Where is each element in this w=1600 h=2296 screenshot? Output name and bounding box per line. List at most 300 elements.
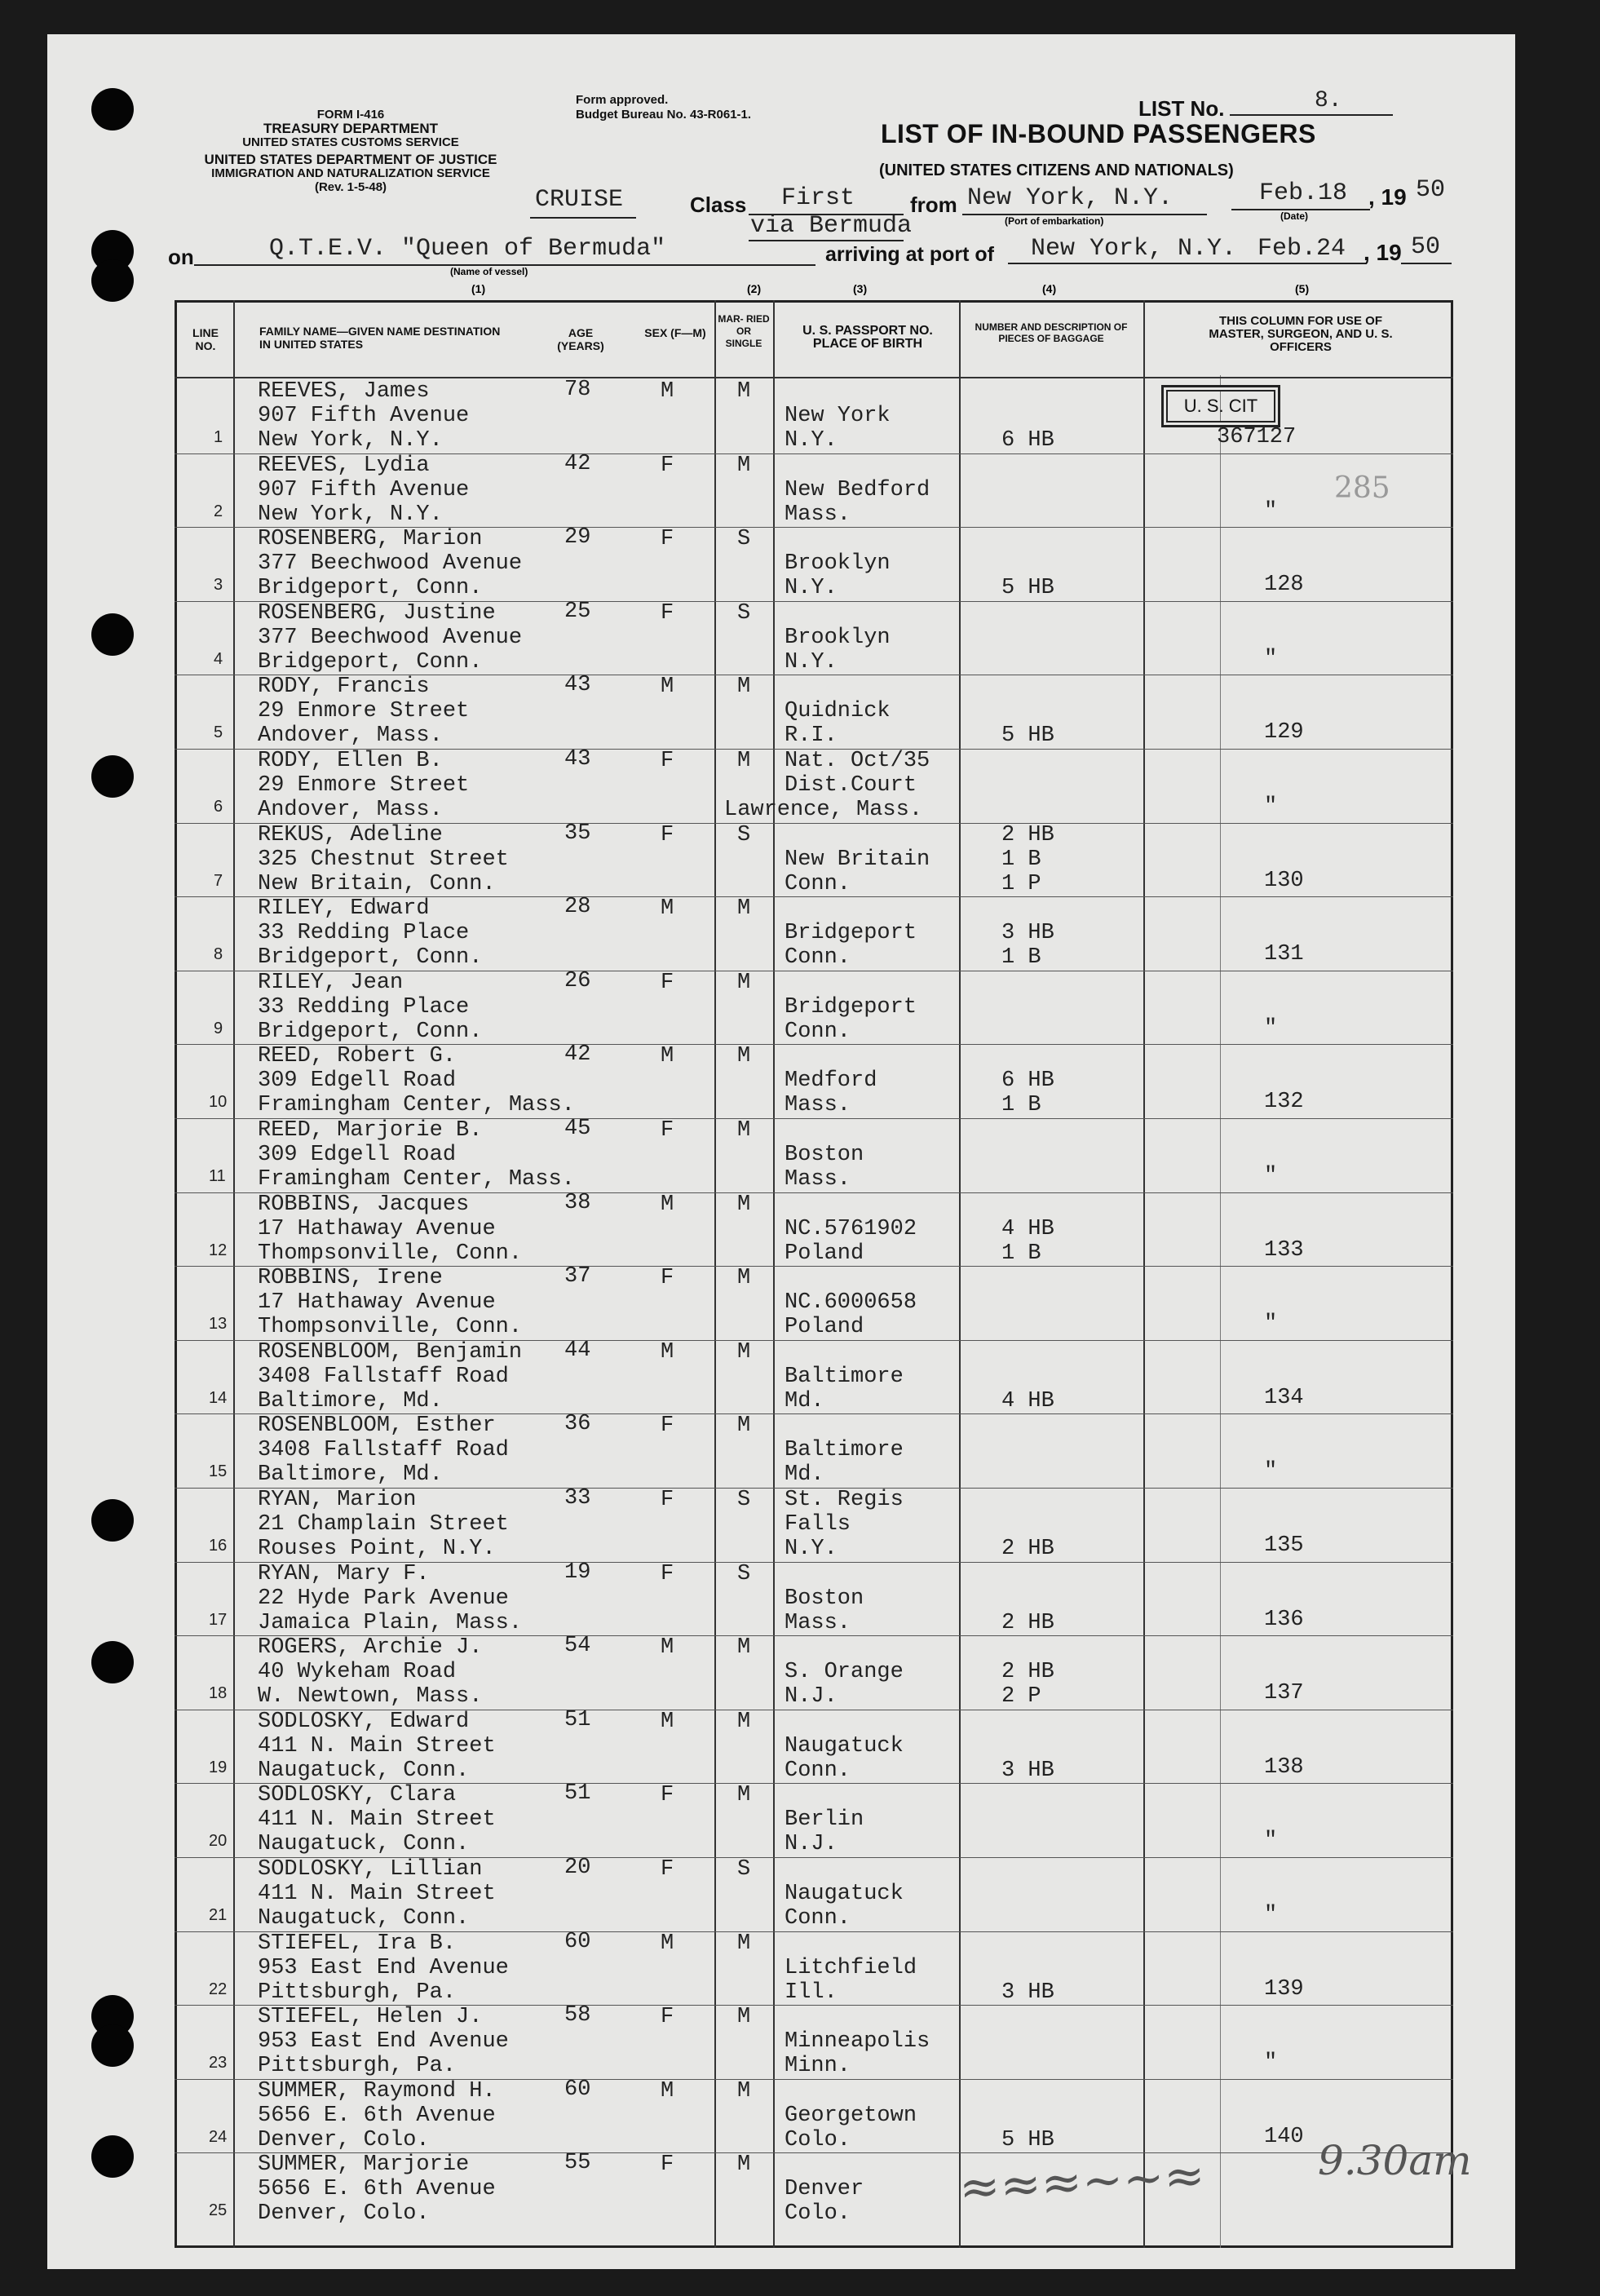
passenger-sex: M: [661, 1710, 674, 1734]
line-number: 12: [209, 1241, 228, 1259]
passenger-sex: M: [661, 1192, 674, 1217]
passenger-age: 42: [564, 452, 591, 476]
passenger-sex: M: [661, 1340, 674, 1365]
baggage-item: 1 B: [1001, 945, 1041, 970]
passenger-name: ROBBINS, Jacques: [258, 1192, 470, 1217]
line-number: 3: [214, 576, 223, 594]
birthplace-state: Md.: [785, 1389, 824, 1413]
birthplace-state: Mass.: [785, 1611, 851, 1635]
destination-street: 377 Beechwood Avenue: [258, 626, 523, 650]
destination-street: 325 Chestnut Street: [258, 847, 509, 872]
passenger-name: REED, Marjorie B.: [258, 1118, 483, 1143]
line-number: 5: [214, 723, 223, 741]
ins-service: IMMIGRATION AND NATURALIZATION SERVICE: [211, 166, 490, 180]
inspector-signature: ≈≈≈∼∼≈: [957, 2147, 1207, 2217]
passport-or-birthplace: Bridgeport: [785, 995, 917, 1020]
passenger-name: ROGERS, Archie J.: [258, 1635, 483, 1660]
passenger-name: STIEFEL, Helen J.: [258, 2005, 483, 2029]
passenger-name: REKUS, Adeline: [258, 823, 443, 847]
marital-status: M: [737, 1635, 751, 1660]
marital-status: S: [737, 601, 751, 626]
passenger-age: 33: [564, 1486, 591, 1511]
baggage-item: 6 HB: [1001, 428, 1054, 453]
birthplace-state: N.Y.: [785, 650, 838, 675]
destination-city: Andover, Mass.: [258, 798, 443, 822]
passport-or-birthplace: Boston: [785, 1586, 864, 1611]
officer-entry: 139: [1264, 1977, 1304, 2002]
pencil-number: 285: [1334, 471, 1390, 505]
line-number: 23: [209, 2054, 228, 2072]
col-header-officers: THIS COLUMN FOR USE OF MASTER, SURGEON, AND U. S. OFFICERS: [1209, 314, 1393, 354]
baggage-item: 2 P: [1001, 1684, 1041, 1709]
destination-street: 17 Hathaway Avenue: [258, 1290, 496, 1315]
destination-street: 33 Redding Place: [258, 921, 470, 945]
destination-street: 17 Hathaway Avenue: [258, 1217, 496, 1241]
marital-status: M: [737, 453, 751, 478]
marital-status: S: [737, 1562, 751, 1586]
marital-status: M: [737, 2079, 751, 2104]
punch-hole: [91, 755, 134, 798]
passport-or-birthplace: Minneapolis: [785, 2029, 930, 2054]
officer-entry: 137: [1264, 1681, 1304, 1705]
passport-or-birthplace: Brooklyn: [785, 626, 891, 650]
passenger-age: 43: [564, 747, 591, 772]
destination-street: 29 Enmore Street: [258, 773, 470, 798]
punch-hole: [91, 259, 134, 302]
us-citizen-stamp: U. S. CIT: [1161, 385, 1280, 427]
vessel-caption: (Name of vessel): [450, 266, 528, 277]
passenger-sex: F: [661, 1118, 674, 1143]
marital-status: S: [737, 1857, 751, 1882]
passenger-sex: F: [661, 1488, 674, 1512]
birthplace-state: Mass.: [785, 1167, 851, 1192]
destination-city: Bridgeport, Conn.: [258, 945, 483, 970]
cruise-label: CRUISE: [535, 186, 624, 214]
passenger-sex: M: [661, 1635, 674, 1660]
passenger-sex: M: [661, 675, 674, 699]
birthplace-state: Conn.: [785, 1906, 851, 1931]
passenger-sex: M: [661, 1931, 674, 1956]
passenger-sex: M: [661, 2079, 674, 2104]
col-number-4: (4): [1042, 282, 1057, 295]
list-no-value: 8.: [1315, 88, 1342, 113]
birthplace-state: Conn.: [785, 872, 851, 896]
baggage-item: 2 HB: [1001, 1660, 1054, 1684]
passport-or-birthplace: Baltimore: [785, 1438, 904, 1462]
officer-entry: ": [1264, 1312, 1278, 1336]
year-prefix: , 19: [1368, 184, 1407, 210]
passenger-age: 51: [564, 1708, 591, 1732]
passenger-age: 58: [564, 2003, 591, 2028]
destination-street: 309 Edgell Road: [258, 1143, 457, 1167]
marital-status: M: [737, 1340, 751, 1365]
signature-time-note: 9.30am: [1318, 2137, 1472, 2184]
passenger-sex: F: [661, 527, 674, 551]
from-label: from: [910, 192, 957, 217]
baggage-item: 1 B: [1001, 1093, 1041, 1117]
birth-note: St. Regis: [785, 1488, 904, 1512]
birthplace-state: R.I.: [785, 723, 838, 748]
passenger-age: 78: [564, 378, 591, 402]
officer-entry: ": [1264, 1459, 1278, 1484]
birthplace-state: Conn.: [785, 945, 851, 970]
destination-city: New York, N.Y.: [258, 502, 443, 527]
birthplace-state: N.Y.: [785, 1537, 838, 1561]
marital-status: M: [737, 971, 751, 995]
destination-street: 33 Redding Place: [258, 995, 470, 1020]
date-caption: (Date): [1280, 210, 1309, 222]
line-number: 6: [214, 798, 223, 816]
destination-street: 953 East End Avenue: [258, 1956, 509, 1980]
destination-city: Baltimore, Md.: [258, 1462, 443, 1487]
birthplace-state: Colo.: [785, 2201, 851, 2226]
passport-or-birthplace: New Bedford: [785, 478, 930, 502]
officer-entry: ": [1264, 1016, 1278, 1041]
line-number: 16: [209, 1537, 228, 1555]
destination-street: 411 N. Main Street: [258, 1807, 496, 1832]
passenger-age: 51: [564, 1781, 591, 1806]
arrival-year: 50: [1411, 233, 1441, 261]
passenger-sex: F: [661, 823, 674, 847]
passenger-name: ROSENBERG, Marion: [258, 527, 483, 551]
passenger-name: SODLOSKY, Lillian: [258, 1857, 483, 1882]
passenger-name: STIEFEL, Ira B.: [258, 1931, 457, 1956]
destination-street: 22 Hyde Park Avenue: [258, 1586, 509, 1611]
baggage-item: 4 HB: [1001, 1389, 1054, 1413]
passenger-name: ROSENBERG, Justine: [258, 601, 496, 626]
passenger-sex: M: [661, 1044, 674, 1068]
arriving-label: arriving at port of: [825, 243, 994, 266]
col-header-sex: SEX (F—M): [644, 326, 706, 339]
marital-status: M: [737, 1266, 751, 1290]
destination-city: Bridgeport, Conn.: [258, 1020, 483, 1044]
passenger-name: ROSENBLOOM, Benjamin: [258, 1340, 523, 1365]
punch-hole: [91, 88, 134, 131]
passenger-age: 45: [564, 1117, 591, 1141]
birthplace-state: Mass.: [785, 502, 851, 527]
page-subtitle: (UNITED STATES CITIZENS AND NATIONALS): [879, 161, 1234, 179]
passenger-age: 25: [564, 599, 591, 624]
col-header-name: FAMILY NAME—GIVEN NAME DESTINATION IN UNITED STATES: [259, 325, 501, 351]
destination-street: 953 East End Avenue: [258, 2029, 509, 2054]
route-via: via Bermuda: [750, 212, 913, 240]
line-number: 17: [209, 1611, 228, 1629]
baggage-item: 4 HB: [1001, 1217, 1054, 1241]
passenger-name: ROBBINS, Irene: [258, 1266, 443, 1290]
passport-or-birthplace: Georgetown: [785, 2104, 917, 2128]
destination-street: 411 N. Main Street: [258, 1882, 496, 1906]
passenger-name: SODLOSKY, Clara: [258, 1783, 457, 1807]
officer-entry: 130: [1264, 869, 1304, 893]
baggage-item: 1 B: [1001, 1241, 1041, 1266]
officer-entry: ": [1264, 647, 1278, 671]
passenger-name: REEVES, James: [258, 379, 430, 404]
line-number: 1: [214, 428, 223, 446]
birthplace-state: N.Y.: [785, 428, 838, 453]
col-number-2: (2): [747, 282, 762, 295]
punch-hole: [91, 613, 134, 656]
passenger-sex: F: [661, 1266, 674, 1290]
passenger-age: 42: [564, 1042, 591, 1067]
line-number: 9: [214, 1020, 223, 1037]
passenger-name: RYAN, Mary F.: [258, 1562, 430, 1586]
destination-street: 907 Fifth Avenue: [258, 478, 470, 502]
destination-city: Jamaica Plain, Mass.: [258, 1611, 523, 1635]
destination-street: 309 Edgell Road: [258, 1068, 457, 1093]
baggage-item: 2 HB: [1001, 1537, 1054, 1561]
passport-or-birthplace: Dist.Court: [785, 773, 917, 798]
passenger-sex: F: [661, 2005, 674, 2029]
birthplace-state: Md.: [785, 1462, 824, 1487]
punch-hole: [91, 1641, 134, 1683]
officer-entry: 129: [1264, 720, 1304, 745]
destination-street: 29 Enmore Street: [258, 699, 470, 723]
form-number: FORM I-416: [316, 108, 385, 122]
baggage-item: 3 HB: [1001, 921, 1054, 945]
destination-city: Naugatuck, Conn.: [258, 1758, 470, 1783]
marital-status: M: [737, 1710, 751, 1734]
list-no-label: LIST No.: [1138, 96, 1225, 121]
destination-street: 411 N. Main Street: [258, 1734, 496, 1758]
passenger-sex: M: [661, 896, 674, 921]
passenger-sex: F: [661, 453, 674, 478]
col-number-1: (1): [471, 282, 486, 295]
passport-or-birthplace: Quidnick: [785, 699, 891, 723]
passenger-name: SUMMER, Raymond H.: [258, 2079, 496, 2104]
birthplace-state: Ill.: [785, 1980, 838, 2005]
line-number: 2: [214, 502, 223, 520]
officer-entry: 138: [1264, 1755, 1304, 1780]
passenger-age: 35: [564, 821, 591, 846]
baggage-item: 1 B: [1001, 847, 1041, 872]
embarkation-port: New York, N.Y.: [967, 184, 1173, 212]
destination-city: W. Newtown, Mass.: [258, 1684, 483, 1709]
passenger-age: 19: [564, 1560, 591, 1585]
line-number: 22: [209, 1980, 228, 1998]
baggage-item: 2 HB: [1001, 823, 1054, 847]
officer-entry: 140: [1264, 2125, 1304, 2149]
passport-or-birthplace: NC.6000658: [785, 1290, 917, 1315]
marital-status: M: [737, 2152, 751, 2177]
passenger-sex: M: [661, 379, 674, 404]
line-number: 20: [209, 1832, 228, 1850]
passenger-age: 43: [564, 673, 591, 697]
officer-entry: ": [1264, 1903, 1278, 1927]
destination-city: New York, N.Y.: [258, 428, 443, 453]
passenger-sex: F: [661, 1413, 674, 1438]
passport-or-birthplace: Naugatuck: [785, 1734, 904, 1758]
marital-status: M: [737, 1413, 751, 1438]
passport-or-birthplace: Naugatuck: [785, 1882, 904, 1906]
marital-status: S: [737, 527, 751, 551]
punch-hole: [91, 1499, 134, 1542]
marital-status: M: [737, 1192, 751, 1217]
passenger-name: SODLOSKY, Edward: [258, 1710, 470, 1734]
marital-status: M: [737, 749, 751, 773]
destination-city: New Britain, Conn.: [258, 872, 496, 896]
line-number: 10: [209, 1093, 228, 1111]
line-number: 25: [209, 2201, 228, 2219]
passport-or-birthplace: Falls: [785, 1512, 851, 1537]
col-header-line-no: LINE NO.: [192, 326, 219, 352]
officer-entry: 128: [1264, 573, 1304, 597]
line-number: 13: [209, 1315, 228, 1333]
birthplace-state: N.J.: [785, 1684, 838, 1709]
birthplace-state: Poland: [785, 1315, 864, 1339]
passenger-sex: F: [661, 2152, 674, 2177]
passport-or-birthplace: New York: [785, 404, 891, 428]
arrival-year-prefix: , 19: [1364, 240, 1402, 265]
officer-entry: 136: [1264, 1608, 1304, 1632]
col-header-baggage: NUMBER AND DESCRIPTION OF PIECES OF BAGGAGE: [975, 321, 1128, 344]
marital-status: M: [737, 1118, 751, 1143]
passenger-sex: F: [661, 1857, 674, 1882]
officer-entry: ": [1264, 1829, 1278, 1853]
passport-or-birthplace: S. Orange: [785, 1660, 904, 1684]
officer-entry: 134: [1264, 1386, 1304, 1410]
passenger-age: 55: [564, 2151, 591, 2175]
line-number: 11: [209, 1167, 226, 1185]
birthplace-state: Mass.: [785, 1093, 851, 1117]
officer-entry: 367127: [1217, 425, 1297, 449]
birthplace-state: Poland: [785, 1241, 864, 1266]
destination-city: Thompsonville, Conn.: [258, 1315, 523, 1339]
baggage-item: 2 HB: [1001, 1611, 1054, 1635]
form-approved: Form approved.: [576, 93, 669, 107]
officer-entry: 133: [1264, 1238, 1304, 1263]
passport-or-birthplace: Boston: [785, 1143, 864, 1167]
destination-city: Thompsonville, Conn.: [258, 1241, 523, 1266]
line-number: 8: [214, 945, 223, 963]
justice-dept: UNITED STATES DEPARTMENT OF JUSTICE: [204, 152, 497, 167]
passport-or-birthplace: Baltimore: [785, 1365, 904, 1389]
officer-entry: 135: [1264, 1533, 1304, 1558]
destination-city: Denver, Colo.: [258, 2201, 430, 2226]
col-number-3: (3): [853, 282, 868, 295]
passenger-age: 29: [564, 525, 591, 550]
col-header-passport: U. S. PASSPORT NO. PLACE OF BIRTH: [802, 324, 933, 351]
passenger-name: ROSENBLOOM, Esther: [258, 1413, 496, 1438]
destination-city: Pittsburgh, Pa.: [258, 1980, 457, 2005]
baggage-item: 3 HB: [1001, 1758, 1054, 1783]
marital-status: M: [737, 2005, 751, 2029]
port-caption: (Port of embarkation): [1005, 215, 1104, 227]
destination-city: Bridgeport, Conn.: [258, 576, 483, 600]
marital-status: M: [737, 1783, 751, 1807]
officer-entry: 132: [1264, 1090, 1304, 1114]
revision: (Rev. 1-5-48): [314, 180, 387, 194]
budget-bureau: Budget Bureau No. 43-R061-1.: [576, 108, 752, 122]
destination-city: Naugatuck, Conn.: [258, 1832, 470, 1856]
destination-city: Pittsburgh, Pa.: [258, 2054, 457, 2078]
line-number: 21: [209, 1906, 228, 1924]
passenger-age: 37: [564, 1264, 591, 1289]
passenger-age: 60: [564, 2077, 591, 2102]
passenger-sex: F: [661, 1783, 674, 1807]
destination-street: 377 Beechwood Avenue: [258, 551, 523, 576]
passenger-sex: F: [661, 1562, 674, 1586]
passenger-name: RILEY, Jean: [258, 971, 404, 995]
passport-or-birthplace: Berlin: [785, 1807, 864, 1832]
passenger-age: 36: [564, 1412, 591, 1436]
officer-entry: ": [1264, 1164, 1278, 1188]
officer-entry: ": [1264, 794, 1278, 819]
passenger-age: 44: [564, 1338, 591, 1363]
passenger-name: REED, Robert G.: [258, 1044, 457, 1068]
passport-or-birthplace: Medford: [785, 1068, 877, 1093]
treasury-dept: TREASURY DEPARTMENT: [263, 121, 439, 136]
destination-city: Framingham Center, Mass.: [258, 1093, 575, 1117]
birthplace-state: N.J.: [785, 1832, 838, 1856]
baggage-item: 5 HB: [1001, 2128, 1054, 2152]
destination-street: 907 Fifth Avenue: [258, 404, 470, 428]
destination-city: Rouses Point, N.Y.: [258, 1537, 496, 1561]
col-number-5: (5): [1295, 282, 1310, 295]
destination-city: Bridgeport, Conn.: [258, 650, 483, 675]
destination-street: 40 Wykeham Road: [258, 1660, 457, 1684]
page-title: LIST OF IN-BOUND PASSENGERS: [881, 119, 1316, 148]
class-value: First: [781, 184, 855, 212]
line-number: 24: [209, 2128, 228, 2146]
year-value: 50: [1416, 176, 1446, 204]
baggage-item: 1 P: [1001, 872, 1041, 896]
officer-entry: ": [1264, 499, 1278, 524]
birth-note: Nat. Oct/35: [785, 749, 930, 773]
passenger-age: 28: [564, 895, 591, 919]
marital-status: M: [737, 1044, 751, 1068]
passport-or-birthplace: Brooklyn: [785, 551, 891, 576]
passenger-age: 38: [564, 1191, 591, 1215]
birthplace-state: Minn.: [785, 2054, 851, 2078]
baggage-item: 3 HB: [1001, 1980, 1054, 2005]
baggage-item: 6 HB: [1001, 1068, 1054, 1093]
line-number: 15: [209, 1462, 228, 1480]
destination-city: Framingham Center, Mass.: [258, 1167, 575, 1192]
passenger-age: 20: [564, 1856, 591, 1880]
arrival-port: New York, N.Y.: [1031, 235, 1237, 263]
passenger-sex: F: [661, 601, 674, 626]
destination-street: 5656 E. 6th Avenue: [258, 2104, 496, 2128]
destination-city: Baltimore, Md.: [258, 1389, 443, 1413]
marital-status: M: [737, 379, 751, 404]
vessel-name: Q.T.E.V. "Queen of Bermuda": [269, 235, 666, 263]
passenger-name: RILEY, Edward: [258, 896, 430, 921]
baggage-item: 5 HB: [1001, 576, 1054, 600]
passenger-name: SUMMER, Marjorie: [258, 2152, 470, 2177]
passenger-sex: F: [661, 749, 674, 773]
birthplace-state: Conn.: [785, 1758, 851, 1783]
line-number: 4: [214, 650, 223, 668]
passenger-age: 54: [564, 1634, 591, 1658]
arrival-date: Feb.24: [1257, 235, 1346, 263]
customs-service: UNITED STATES CUSTOMS SERVICE: [242, 135, 459, 149]
passport-or-birthplace: Denver: [785, 2177, 864, 2201]
agency-block: [171, 108, 530, 194]
punch-hole: [91, 2024, 134, 2067]
line-number: 14: [209, 1389, 228, 1407]
passenger-name: RODY, Ellen B.: [258, 749, 443, 773]
destination-street: 21 Champlain Street: [258, 1512, 509, 1537]
on-label: on: [168, 245, 194, 269]
officer-entry: 131: [1264, 942, 1304, 967]
marital-status: S: [737, 823, 751, 847]
passenger-name: RYAN, Marion: [258, 1488, 417, 1512]
birthplace-state: Lawrence, Mass.: [724, 798, 923, 822]
col-header-married: MAR- RIED OR SINGLE: [718, 313, 770, 349]
passenger-age: 60: [564, 1930, 591, 1954]
destination-city: Denver, Colo.: [258, 2128, 430, 2152]
marital-status: M: [737, 1931, 751, 1956]
